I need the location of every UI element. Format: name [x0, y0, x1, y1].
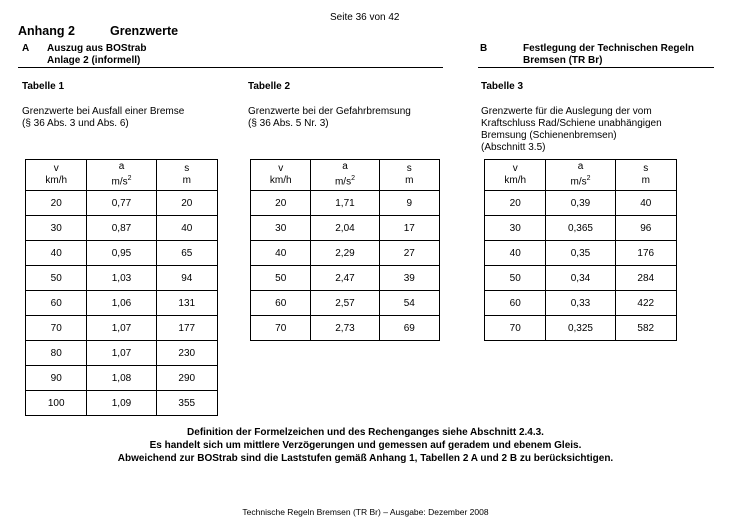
table-cell: 284 [615, 266, 676, 291]
table-cell: 0,325 [546, 316, 615, 341]
table-cell: 17 [379, 216, 440, 241]
table-cell: 30 [485, 216, 546, 241]
table-cell: 177 [156, 316, 217, 341]
table3-description [481, 106, 662, 154]
section-b-line1: Festlegung der Technischen Regeln [523, 43, 694, 54]
table-cell: 65 [156, 241, 217, 266]
table-cell: 176 [615, 241, 676, 266]
table-cell: 290 [156, 366, 217, 391]
table2-desc-line: Grenzwerte bei der Gefahrbremsung [248, 106, 411, 117]
column-unit [380, 175, 440, 187]
table2-grid [250, 159, 440, 341]
table-cell: 355 [156, 391, 217, 416]
table-row [485, 216, 677, 241]
table-cell: 40 [251, 241, 311, 266]
column-symbol: a [577, 161, 584, 173]
column-header [546, 160, 615, 191]
section-b-heading [523, 43, 694, 67]
table-cell: 50 [251, 266, 311, 291]
unit-exponent: 2 [586, 175, 591, 183]
table-cell: 1,06 [87, 291, 156, 316]
table-row [485, 266, 677, 291]
column-header [379, 160, 440, 191]
section-a-letter: A [22, 43, 30, 54]
table2-desc-line: (§ 36 Abs. 5 Nr. 3) [248, 118, 329, 129]
table1-grid [25, 159, 218, 416]
table-cell: 70 [485, 316, 546, 341]
table-cell: 90 [26, 366, 87, 391]
table-cell: 0,35 [546, 241, 615, 266]
unit-text: m [405, 175, 414, 186]
note-line: Definition der Formelzeichen und des Rechenganges siehe Abschnitt 2.4.3. [187, 427, 544, 438]
table-row [26, 316, 218, 341]
table-cell: 2,73 [311, 316, 379, 341]
section-a-rule [18, 67, 443, 68]
table1-description [22, 106, 184, 130]
table-cell: 0,33 [546, 291, 615, 316]
table3-label: Tabelle 3 [481, 81, 524, 92]
column-symbol: s [184, 163, 190, 174]
table-row [251, 241, 440, 266]
unit-text: m [641, 175, 650, 186]
table-cell: 70 [251, 316, 311, 341]
table-cell: 40 [485, 241, 546, 266]
unit-text: m/s [334, 176, 352, 188]
table3-desc-line: (Abschnitt 3.5) [481, 142, 546, 153]
table-cell: 230 [156, 341, 217, 366]
note-line: Abweichend zur BOStrab sind die Laststufen gemäß Anhang 1, Tabellen 2 A und 2 B zu berücksichtigen. [117, 453, 614, 464]
column-symbol: a [118, 161, 125, 173]
table-row [251, 316, 440, 341]
section-b-line2: Bremsen (TR Br) [523, 55, 603, 66]
table1-desc-line: Grenzwerte bei Ausfall einer Bremse [22, 106, 185, 117]
column-unit [546, 173, 614, 188]
table2-description [248, 106, 411, 130]
table-cell: 582 [615, 316, 676, 341]
column-symbol: s [406, 163, 412, 174]
table-row [251, 191, 440, 216]
table-cell: 50 [485, 266, 546, 291]
table-cell: 80 [26, 341, 87, 366]
unit-text: m/s [111, 176, 128, 188]
section-a-heading [47, 43, 146, 67]
column-header [87, 160, 156, 191]
table-cell: 1,09 [87, 391, 156, 416]
table-cell: 94 [156, 266, 217, 291]
unit-text: km/h [504, 175, 527, 186]
unit-exponent: 2 [127, 175, 132, 183]
column-unit [26, 175, 86, 187]
table-cell: 50 [26, 266, 87, 291]
table3-desc-line: Bremsung (Schienenbremsen) [481, 130, 617, 141]
table-cell: 1,07 [87, 316, 156, 341]
section-a-line1: Auszug aus BOStrab [47, 43, 147, 54]
table-cell: 54 [379, 291, 440, 316]
column-header [156, 160, 217, 191]
column-unit [87, 173, 155, 188]
table-cell: 2,47 [311, 266, 379, 291]
column-header [251, 160, 311, 191]
table-cell: 96 [615, 216, 676, 241]
table-cell: 69 [379, 316, 440, 341]
section-b-letter: B [480, 43, 488, 54]
table-header-row [485, 160, 677, 191]
appendix-label: Anhang 2 [18, 24, 75, 38]
table-row [26, 341, 218, 366]
table-cell: 30 [251, 216, 311, 241]
column-header [26, 160, 87, 191]
column-unit [485, 175, 545, 187]
table-row [26, 291, 218, 316]
table-cell: 0,39 [546, 191, 615, 216]
table-cell: 1,03 [87, 266, 156, 291]
table-cell: 60 [251, 291, 311, 316]
table-cell: 0,34 [546, 266, 615, 291]
table-row [251, 216, 440, 241]
table-cell: 422 [615, 291, 676, 316]
table-cell: 2,57 [311, 291, 379, 316]
column-unit [157, 175, 217, 187]
table3-desc-line: Kraftschluss Rad/Schiene unabhängigen [481, 118, 662, 129]
table-cell: 60 [26, 291, 87, 316]
table-cell: 0,365 [546, 216, 615, 241]
table-row [485, 316, 677, 341]
table-cell: 100 [26, 391, 87, 416]
table-cell: 1,08 [87, 366, 156, 391]
column-unit [251, 175, 310, 187]
table-row [485, 241, 677, 266]
table2-label: Tabelle 2 [248, 81, 291, 92]
table3-desc-line: Grenzwerte für die Auslegung der vom [481, 106, 652, 117]
table-cell: 40 [26, 241, 87, 266]
column-symbol: v [53, 163, 59, 174]
table-cell: 20 [251, 191, 311, 216]
column-unit [616, 175, 676, 187]
unit-text: m [182, 175, 191, 186]
table-header-row [251, 160, 440, 191]
table-row [26, 216, 218, 241]
note-line: Es handelt sich um mittlere Verzögerungen und gemessen auf geradem und ebenem Gleis. [149, 440, 582, 451]
table-cell: 20 [485, 191, 546, 216]
table-row [26, 191, 218, 216]
table-header-row [26, 160, 218, 191]
table3-grid [484, 159, 677, 341]
table-cell: 40 [615, 191, 676, 216]
page-footer: Technische Regeln Bremsen (TR Br) – Ausgabe: Dezember 2008 [242, 507, 489, 517]
table-row [251, 266, 440, 291]
column-header [485, 160, 546, 191]
table-cell: 0,95 [87, 241, 156, 266]
table1-label: Tabelle 1 [22, 81, 65, 92]
notes [0, 426, 731, 465]
page-number: Seite 36 von 42 [330, 12, 400, 23]
table-row [485, 291, 677, 316]
table-cell: 30 [26, 216, 87, 241]
table-cell: 20 [156, 191, 217, 216]
section-b-rule [478, 67, 714, 68]
unit-text: km/h [269, 175, 292, 186]
appendix-title: Grenzwerte [110, 24, 179, 38]
table-row [251, 291, 440, 316]
table-cell: 131 [156, 291, 217, 316]
column-symbol: a [342, 161, 348, 173]
table-cell: 1,71 [311, 191, 379, 216]
section-a-line2: Anlage 2 (informell) [47, 55, 141, 66]
table-cell: 40 [156, 216, 217, 241]
table-cell: 39 [379, 266, 440, 291]
column-unit [311, 173, 378, 188]
table-cell: 9 [379, 191, 440, 216]
column-symbol: s [643, 163, 649, 174]
table-cell: 2,29 [311, 241, 379, 266]
table1-desc-line: (§ 36 Abs. 3 und Abs. 6) [22, 118, 129, 129]
table-cell: 60 [485, 291, 546, 316]
unit-text: m/s [570, 176, 587, 188]
table-cell: 27 [379, 241, 440, 266]
column-header [615, 160, 676, 191]
table-cell: 70 [26, 316, 87, 341]
unit-text: km/h [45, 175, 68, 186]
table-row [26, 241, 218, 266]
column-header [311, 160, 379, 191]
table-row [26, 366, 218, 391]
table-cell: 1,07 [87, 341, 156, 366]
table-row [26, 391, 218, 416]
table-cell: 2,04 [311, 216, 379, 241]
table-cell: 20 [26, 191, 87, 216]
table-cell: 0,77 [87, 191, 156, 216]
table-row [485, 191, 677, 216]
table-row [26, 266, 218, 291]
unit-exponent: 2 [351, 175, 355, 183]
table-cell: 0,87 [87, 216, 156, 241]
column-symbol: v [278, 163, 284, 174]
column-symbol: v [512, 163, 518, 174]
